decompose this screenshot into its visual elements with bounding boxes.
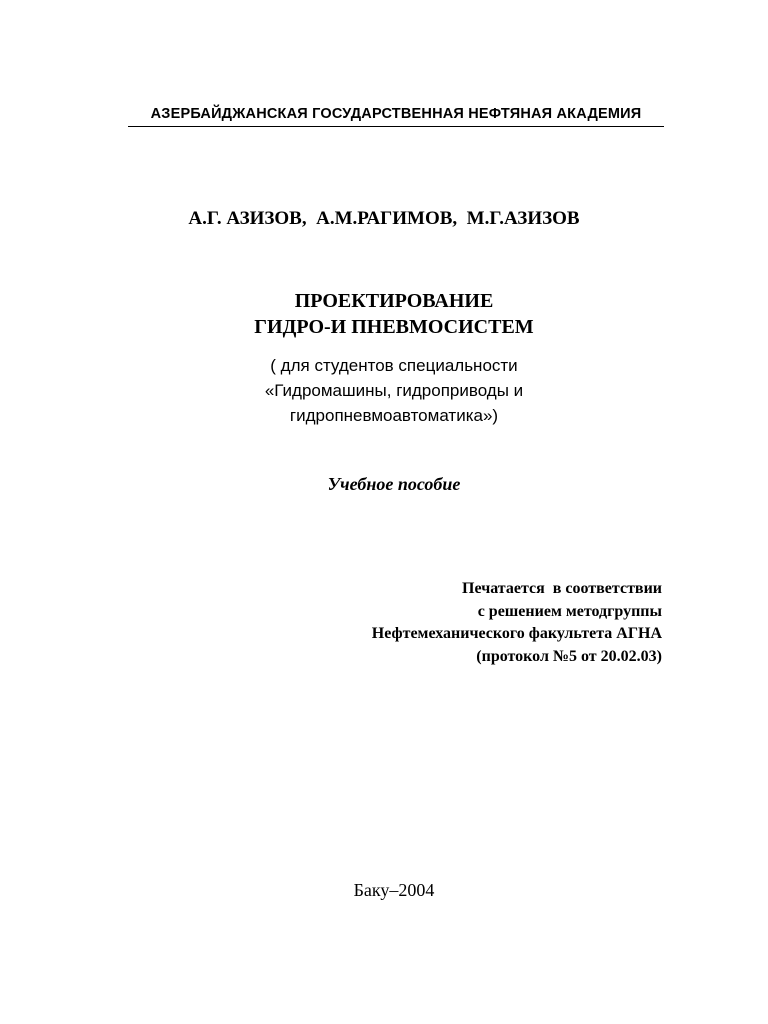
approval-note [372, 578, 662, 668]
city-year: Баку–2004 [353, 880, 435, 900]
institution-underline [128, 126, 664, 127]
approval-note-line-1: Печатается в соответствии [462, 580, 662, 597]
document-type: Учебное пособие [327, 474, 461, 494]
target-audience [0, 353, 768, 428]
approval-note-line-4: (протокол №5 от 20.02.03) [476, 647, 662, 665]
approval-note-line-2: с решением методгруппы [477, 602, 662, 620]
approval-note-line-3: Нефтемеханического факультета АГНА [371, 625, 662, 642]
target-audience-line-2: «Гидромашины, гидроприводы и [264, 381, 524, 400]
book-title-line-1: ПРОЕКТИРОВАНИЕ [294, 290, 494, 312]
institution-name: АЗЕРБАЙДЖАНСКАЯ ГОСУДАРСТВЕННАЯ НЕФТЯНАЯ АКАДЕМИЯ [150, 106, 642, 122]
book-title-line-2: ГИДРО-И ПНЕВМОСИСТЕМ [254, 316, 534, 338]
book-title [0, 288, 768, 340]
authors: А.Г. АЗИЗОВ, А.М.РАГИМОВ, М.Г.АЗИЗОВ [188, 208, 580, 229]
target-audience-line-3: гидропневмоавтоматика») [289, 406, 499, 425]
target-audience-line-1: ( для студентов специальности [270, 356, 518, 375]
